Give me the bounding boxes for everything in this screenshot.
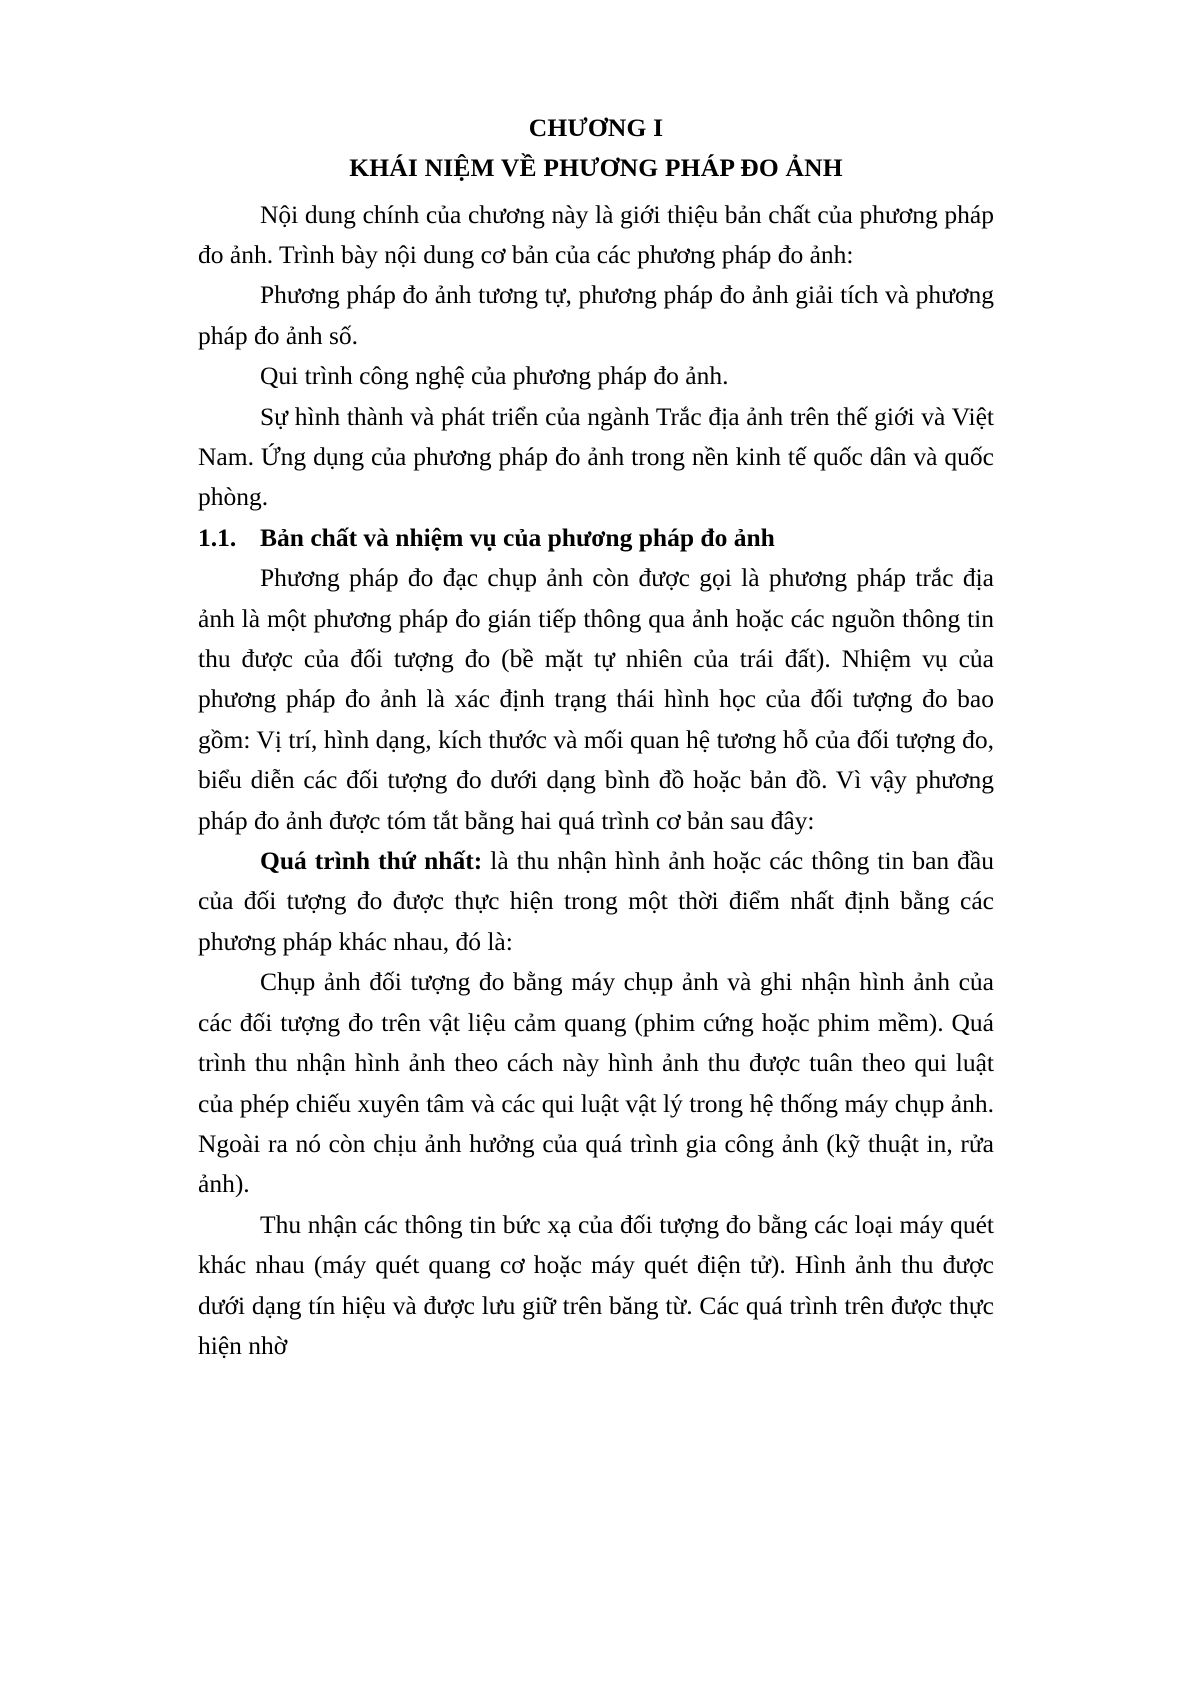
process-paragraph bbox=[198, 841, 994, 962]
section-title: Bản chất và nhiệm vụ của phương pháp đo ảnh bbox=[260, 522, 775, 552]
section-paragraph-1: Phương pháp đo đạc chụp ảnh còn được gọi là phương pháp trắc địa ảnh là một phương pháp đo gián tiếp thông qua ảnh hoặc các nguồn thông tin thu được của đối tượng đo (bề mặt tự nhiên của trái đất). Nhiệm vụ của phương pháp đo ảnh là xác định trạng thái hình học của đối tượng đo bao gồm: Vị trí, hình dạng, kích thước và mối quan hệ tương hỗ của đối tượng đo, biểu diễn các đối tượng đo dưới dạng bình đồ hoặc bản đồ. Vì vậy phương pháp đo ảnh được tóm tắt bằng hai quá trình cơ bản sau đây: bbox=[198, 563, 994, 835]
process-lead: Quá trình thứ nhất: bbox=[260, 846, 483, 876]
tail-paragraph-2: Thu nhận các thông tin bức xạ của đối tượng đo bằng các loại máy quét khác nhau (máy quét quang cơ hoặc máy quét điện tử). Hình ảnh thu được dưới dạng tín hiệu và được lưu giữ trên băng từ. Các quá trình trên được thực hiện nhờ bbox=[198, 1209, 994, 1360]
chapter-subtitle: KHÁI NIỆM VỀ PHƯƠNG PHÁP ĐO ẢNH bbox=[349, 153, 843, 183]
intro-paragraph-2: Phương pháp đo ảnh tương tự, phương pháp đo ảnh giải tích và phương pháp đo ảnh số. bbox=[198, 280, 994, 350]
section-number: 1.1. bbox=[198, 522, 237, 552]
chapter-title: CHƯƠNG I bbox=[528, 113, 664, 142]
process-rest: là thu nhận hình ảnh hoặc các thông tin ban đầu của đối tượng đo được thực hiện trong một thời điểm nhất định bằng các phương pháp khác nhau, đó là: bbox=[198, 846, 994, 956]
section-heading-1-1 bbox=[198, 518, 994, 558]
intro-paragraph-4: Sự hình thành và phát triển của ngành Trắc địa ảnh trên thế giới và Việt Nam. Ứng dụng của phương pháp đo ảnh trong nền kinh tế quốc dân và quốc phòng. bbox=[198, 401, 994, 512]
intro-paragraph-1: Nội dung chính của chương này là giới thiệu bản chất của phương pháp đo ảnh. Trình bày nội dung cơ bản của các phương pháp đo ảnh: bbox=[198, 199, 994, 269]
intro-paragraph-3: Qui trình công nghệ của phương pháp đo ảnh. bbox=[260, 361, 729, 391]
tail-paragraph-1: Chụp ảnh đối tượng đo bằng máy chụp ảnh và ghi nhận hình ảnh của các đối tượng đo trên vật liệu cảm quang (phim cứng hoặc phim mềm). Quá trình thu nhận hình ảnh theo cách này hình ảnh thu được tuân theo qui luật của phép chiếu xuyên tâm và các qui luật vật lý trong hệ thống máy chụp ảnh. Ngoài ra nó còn chịu ảnh hưởng của quá trình gia công ảnh (kỹ thuật in, rửa ảnh). bbox=[198, 967, 994, 1199]
